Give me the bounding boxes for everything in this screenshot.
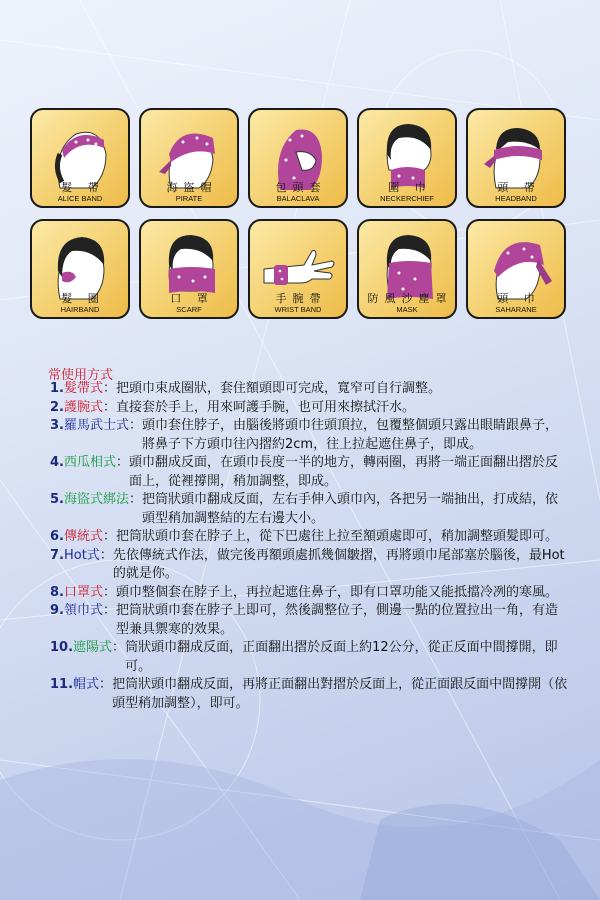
style-name-en: ALICE BAND	[57, 194, 103, 203]
item-description: 把筒狀頭巾翻成反面，再將正面翻出對摺於反面上，從正面跟反面中間撐開（依頭型稍加調整），即可。	[112, 677, 568, 711]
item-description: 把頭巾束成圈狀，套住額頭即可完成，寬窄可自行調整。	[116, 381, 442, 396]
style-name-zh: 口 罩	[170, 292, 214, 305]
list-item: 11. 帽式 ： 把筒狀頭巾翻成反面，再將正面翻出對摺於反面上，從正面跟反面中間撐開（依頭型稍加調整），即可。	[50, 676, 570, 713]
list-item: 1. 髮帶式 ： 把頭巾束成圈狀，套住額頭即可完成，寬窄可自行調整。	[50, 380, 570, 399]
section-title: 常使用方式	[48, 368, 114, 383]
item-style-name: 髮帶式	[63, 381, 103, 396]
style-name-en: MASK	[396, 305, 418, 314]
item-description: 頭巾套住脖子，由腦後將頭巾往頭頂拉，包覆整個頭只露出眼睛跟鼻子，將鼻子下方頭巾往內摺約2cm，往上拉起遮住鼻子，即成。	[142, 418, 559, 452]
style-card	[30, 108, 130, 208]
list-item: 5. 海盜式綁法 ： 把筒狀頭巾翻成反面，左右手伸入頭巾內，各把另一端抽出，打成結，依頭型稍加調整結的左右邊大小。	[50, 491, 570, 528]
style-name-zh: 手腕帶	[275, 292, 327, 305]
list-item: 8. 口罩式 ： 頭巾整個套在脖子上，再拉起遮住鼻子，即有口罩功能又能抵擋冷冽的寒風。	[50, 584, 570, 603]
item-description: 頭巾翻成反面，在頭巾長度一半的地方，轉兩圈，再將一端正面翻出摺於反面上，從裡撐開，稍加調整，即成。	[129, 455, 559, 489]
item-style-name: 口罩式	[63, 584, 103, 600]
style-name-en: BALACLAVA	[276, 194, 320, 203]
item-number: 8.	[50, 584, 64, 600]
item-number: 7.	[50, 547, 64, 563]
list-item: 4. 西瓜相式 ： 頭巾翻成反面，在頭巾長度一半的地方，轉兩圈，再將一端正面翻出摺於反面上，從裡撐開，稍加調整，即成。	[50, 454, 570, 491]
list-item: 9. 領巾式 ： 把筒狀頭巾套在脖子上即可，然後調整位子，側邊一點的位置拉出一角，有造型兼具禦寒的效果。	[50, 602, 570, 639]
item-description: 把筒狀頭巾套在脖子上，從下巴處往上拉至額頭處即可，稍加調整頭髮即可。	[116, 529, 559, 544]
item-number: 3.	[50, 418, 64, 433]
item-style-name: 帽式	[73, 677, 100, 692]
list-item: 10. 遮陽式 ： 筒狀頭巾翻成反面，正面翻出摺於反面上約12公分，從正反面中間撐開，即可。	[50, 639, 570, 676]
item-number: 6.	[50, 529, 64, 544]
item-number: 9.	[50, 603, 64, 618]
item-description: 筒狀頭巾翻成反面，正面翻出摺於反面上約12公分，從正反面中間撐開，即可。	[125, 640, 558, 674]
style-card	[248, 219, 348, 319]
style-name-en: WRIST BAND	[274, 305, 322, 314]
style-card	[357, 219, 457, 319]
style-name-zh: 髮 圈	[61, 292, 105, 305]
item-number: 10.	[50, 640, 74, 655]
item-number: 2.	[50, 399, 64, 415]
style-name-en: NECKERCHIEF	[380, 194, 434, 203]
style-card	[466, 219, 566, 319]
style-name-zh: 海盜帽	[166, 181, 218, 194]
style-name-zh: 頭 帶	[497, 181, 541, 194]
style-name-en: PIRATE	[175, 194, 203, 203]
item-style-name: 領巾式	[63, 603, 103, 618]
style-name-zh: 髮 帶	[61, 181, 105, 194]
style-name-zh: 防風沙塵罩	[367, 292, 453, 305]
style-card	[357, 108, 457, 208]
style-card	[466, 108, 566, 208]
item-style-name: Hot式	[63, 547, 100, 563]
item-description: 頭巾整個套在脖子上，再拉起遮住鼻子，即有口罩功能又能抵擋冷冽的寒風。	[116, 584, 559, 600]
style-name-zh: 圍 巾	[388, 181, 432, 194]
list-item: 7. Hot式 ： 先依傳統式作法，做完後再額頭處抓幾個皺摺，再將頭巾尾部塞於腦後，最Hot的就是你。	[50, 547, 570, 584]
list-item: 2. 護腕式 ： 直接套於手上，用來呵護手腕，也可用來擦拭汗水。	[50, 399, 570, 418]
item-description: 把筒狀頭巾翻成反面，左右手伸入頭巾內，各把另一端抽出，打成結，依頭型稍加調整結的左右邊大小。	[142, 492, 559, 526]
style-card	[139, 108, 239, 208]
usage-style-grid	[30, 108, 570, 319]
item-description: 直接套於手上，用來呵護手腕，也可用來擦拭汗水。	[116, 399, 416, 415]
style-name-zh: 頭 巾	[497, 292, 541, 305]
style-name-en: HAIRBAND	[60, 305, 100, 314]
style-name-en: HEADBAND	[495, 194, 537, 203]
item-number: 1.	[50, 381, 64, 396]
style-name-en: SAHARANE	[495, 305, 537, 314]
list-item: 6. 傳統式 ： 把筒狀頭巾套在脖子上，從下巴處往上拉至額頭處即可，稍加調整頭髮即可。	[50, 528, 570, 547]
item-style-name: 海盜式綁法	[63, 492, 129, 507]
item-style-name: 遮陽式	[73, 640, 113, 655]
list-item: 3. 羅馬武士式 ： 頭巾套住脖子，由腦後將頭巾往頭頂拉，包覆整個頭只露出眼睛跟鼻子，將鼻子下方頭巾往內摺約2cm，往上拉起遮住鼻子，即成。	[50, 417, 570, 454]
style-name-zh: 包頭套	[275, 181, 327, 194]
item-style-name: 西瓜相式	[63, 455, 116, 470]
item-style-name: 護腕式	[63, 399, 103, 415]
item-description: 先依傳統式作法，做完後再額頭處抓幾個皺摺，再將頭巾尾部塞於腦後，最Hot的就是你。	[112, 547, 565, 581]
item-description: 把筒狀頭巾套在脖子上即可，然後調整位子，側邊一點的位置拉出一角，有造型兼具禦寒的效果。	[116, 603, 559, 637]
style-name-en: SCARF	[176, 305, 202, 314]
item-number: 11.	[50, 677, 74, 692]
style-card	[30, 219, 130, 319]
item-number: 4.	[50, 455, 64, 470]
style-card	[139, 219, 239, 319]
item-number: 5.	[50, 492, 64, 507]
item-style-name: 傳統式	[63, 529, 103, 544]
style-card	[248, 108, 348, 208]
item-style-name: 羅馬武士式	[63, 418, 129, 433]
usage-instructions-list	[50, 380, 570, 713]
